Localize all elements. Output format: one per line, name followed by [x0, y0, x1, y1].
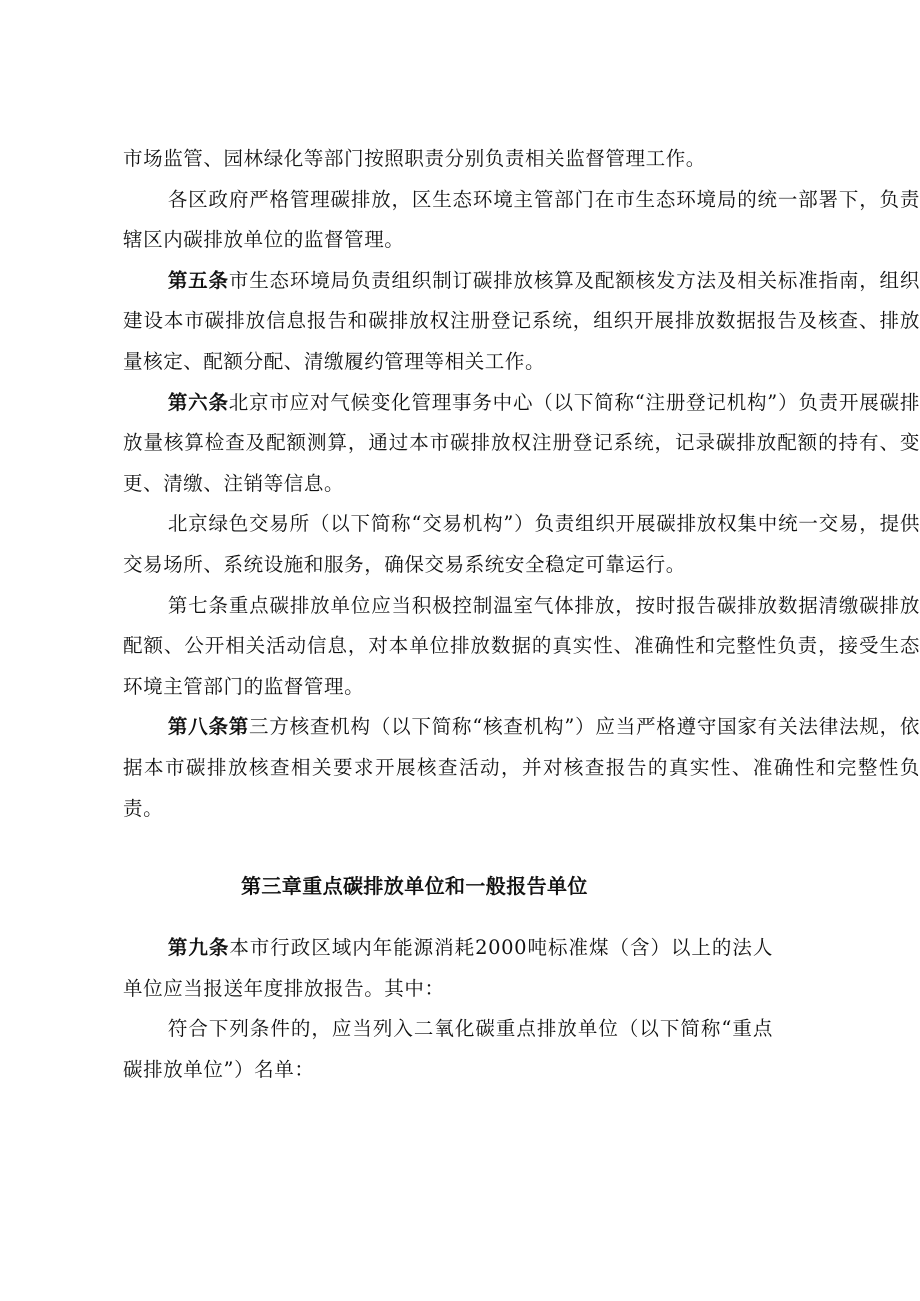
article-7 [123, 586, 920, 708]
paragraph-2 [123, 180, 920, 261]
paragraph-text: 市生态环境局负责组织制订碳排放核算及配额核发方法及相关标准指南，组织建设本市碳排放信息报告和碳排放权注册登记系统，组织开展排放数据报告及核查、排放量核定、配额分配、清缴履约管理等相关工作。 [123, 268, 920, 373]
spacer [123, 829, 920, 866]
article-6 [123, 383, 920, 505]
paragraph-text: 北京市应对气候变化管理事务中心（以下简称“注册登记机构”）负责开展碳排放量核算检查及配额测算，通过本市碳排放权注册登记系统，记录碳排放配额的持有、变更、清缴、注销等信息。 [123, 390, 920, 495]
paragraph-1 [123, 139, 920, 180]
paragraph-conditions [123, 1009, 773, 1090]
paragraph-text: 北京绿色交易所（以下简称“交易机构”）负责组织开展碳排放权集中统一交易，提供交易场所、系统设施和服务，确保交易系统安全稳定可靠运行。 [123, 512, 920, 576]
paragraph-text: 三方核查机构（以下简称“核查机构”）应当严格遵守国家有关法律法规，依据本市碳排放核查相关要求开展核查活动，并对核查报告的真实性、准确性和完整性负责。 [123, 715, 920, 820]
paragraph-text: 市场监管、园林绿化等部门按照职责分别负责相关监督管理工作。 [123, 147, 706, 170]
paragraph-exchange [123, 504, 920, 585]
paragraph-text: 第七条重点碳排放单位应当积极控制温室气体排放，按时报告碳排放数据清缴碳排放配额、公开相关活动信息，对本单位排放数据的真实性、准确性和完整性负责，接受生态环境主管部门的监督管理。 [123, 593, 920, 698]
paragraph-text: 本市行政区域内年能源消耗2000吨标准煤（含）以上的法人单位应当报送年度排放报告。其中： [123, 936, 773, 1000]
paragraph-text: 各区政府严格管理碳排放，区生态环境主管部门在市生态环境局的统一部署下，负责辖区内碳排放单位的监督管理。 [123, 187, 920, 252]
article-8 [123, 707, 920, 829]
article-number: 第八条第 [167, 715, 250, 739]
article-number: 第六条 [167, 390, 229, 414]
paragraph-text: 符合下列条件的，应当列入二氧化碳重点排放单位（以下简称“重点碳排放单位”）名单： [123, 1017, 773, 1081]
article-9 [123, 928, 773, 1009]
article-number: 第九条 [167, 936, 230, 960]
article-number: 第五条 [167, 268, 229, 292]
chapter-heading: 第三章重点碳排放单位和一般报告单位 [241, 874, 588, 899]
article-5 [123, 261, 920, 383]
document-body [123, 139, 920, 1090]
spacer [123, 906, 920, 928]
